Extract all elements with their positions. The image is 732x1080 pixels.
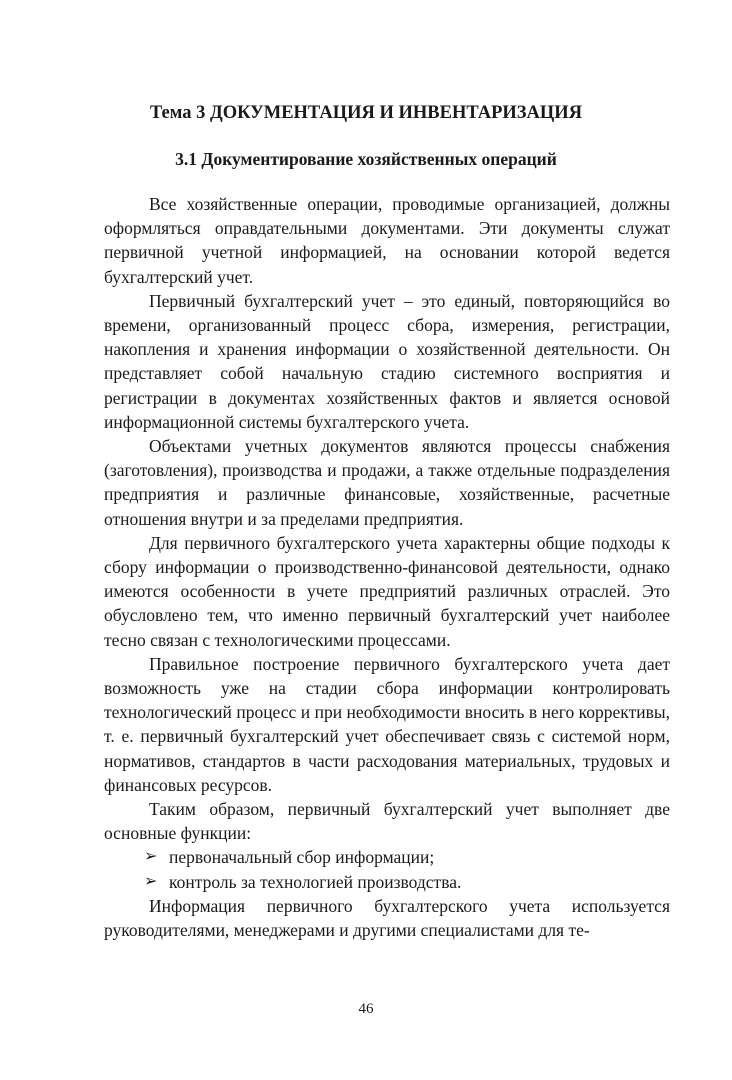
page-number: 46: [358, 1001, 374, 1017]
paragraph-1: Все хозяйственные операции, проводимые организацией, должны оформляться оправдательными документами. Эти документы служат первичной учетной информацией, на основании которой ведется бухгалтерский учет.: [104, 194, 670, 287]
paragraph-5: Правильное построение первичного бухгалтерского учета дает возможность уже на стадии сбора информации контролировать технологический процесс и при необходимости вносить в него коррективы, т. е. первичный бухгалтерский учет обеспечивает связь с системой норм, нормативов, стандартов в части расходования материальных, трудовых и финансовых ресурсов.: [104, 653, 670, 795]
arrow-bullet-icon: ➢: [144, 848, 158, 866]
topic-title: Тема 3 ДОКУМЕНТАЦИЯ И ИНВЕНТАРИЗАЦИЯ: [149, 103, 583, 123]
paragraph-4: Для первичного бухгалтерского учета характерны общие подходы к сбору информации о производственно-финансовой деятельности, однако имеются особенности в учете предприятий различных отраслей. Это обусловлено тем, что именно первичный бухгалтерский учет наиболее тесно связан с технологическими процессами.: [104, 532, 670, 650]
body-text: [104, 192, 670, 942]
paragraph-6: Таким образом, первичный бухгалтерский учет выполняет две основные функции:: [104, 799, 670, 844]
list-item-text: контроль за технологией производства.: [169, 871, 462, 892]
arrow-bullet-icon: ➢: [144, 872, 158, 890]
list-item-text: первоначальный сбор информации;: [169, 847, 435, 868]
bullet-list: [104, 845, 670, 893]
paragraph-final: Информация первичного бухгалтерского учета используется руководителями, менеджерами и другими специалистами для те-: [104, 895, 670, 941]
section-title: 3.1 Документирование хозяйственных операций: [175, 149, 557, 169]
list-item: [104, 870, 670, 894]
list-item: [104, 845, 670, 869]
paragraph-2: Первичный бухгалтерский учет – это единый, повторяющийся во времени, организованный процесс сбора, измерения, регистрации, накопления и хранения информации о хозяйственной деятельности. Он представляет собой начальную стадию системного восприятия и регистрации в документах хозяйственных фактов и является основой информационной системы бухгалтерского учета.: [104, 290, 670, 432]
paragraph-3: Объектами учетных документов являются процессы снабжения (заготовления), производства и продажи, а также отдельные подразделения предприятия и различные финансовые, хозяйственные, расчетные отношения внутри и за пределами предприятия.: [104, 436, 670, 529]
